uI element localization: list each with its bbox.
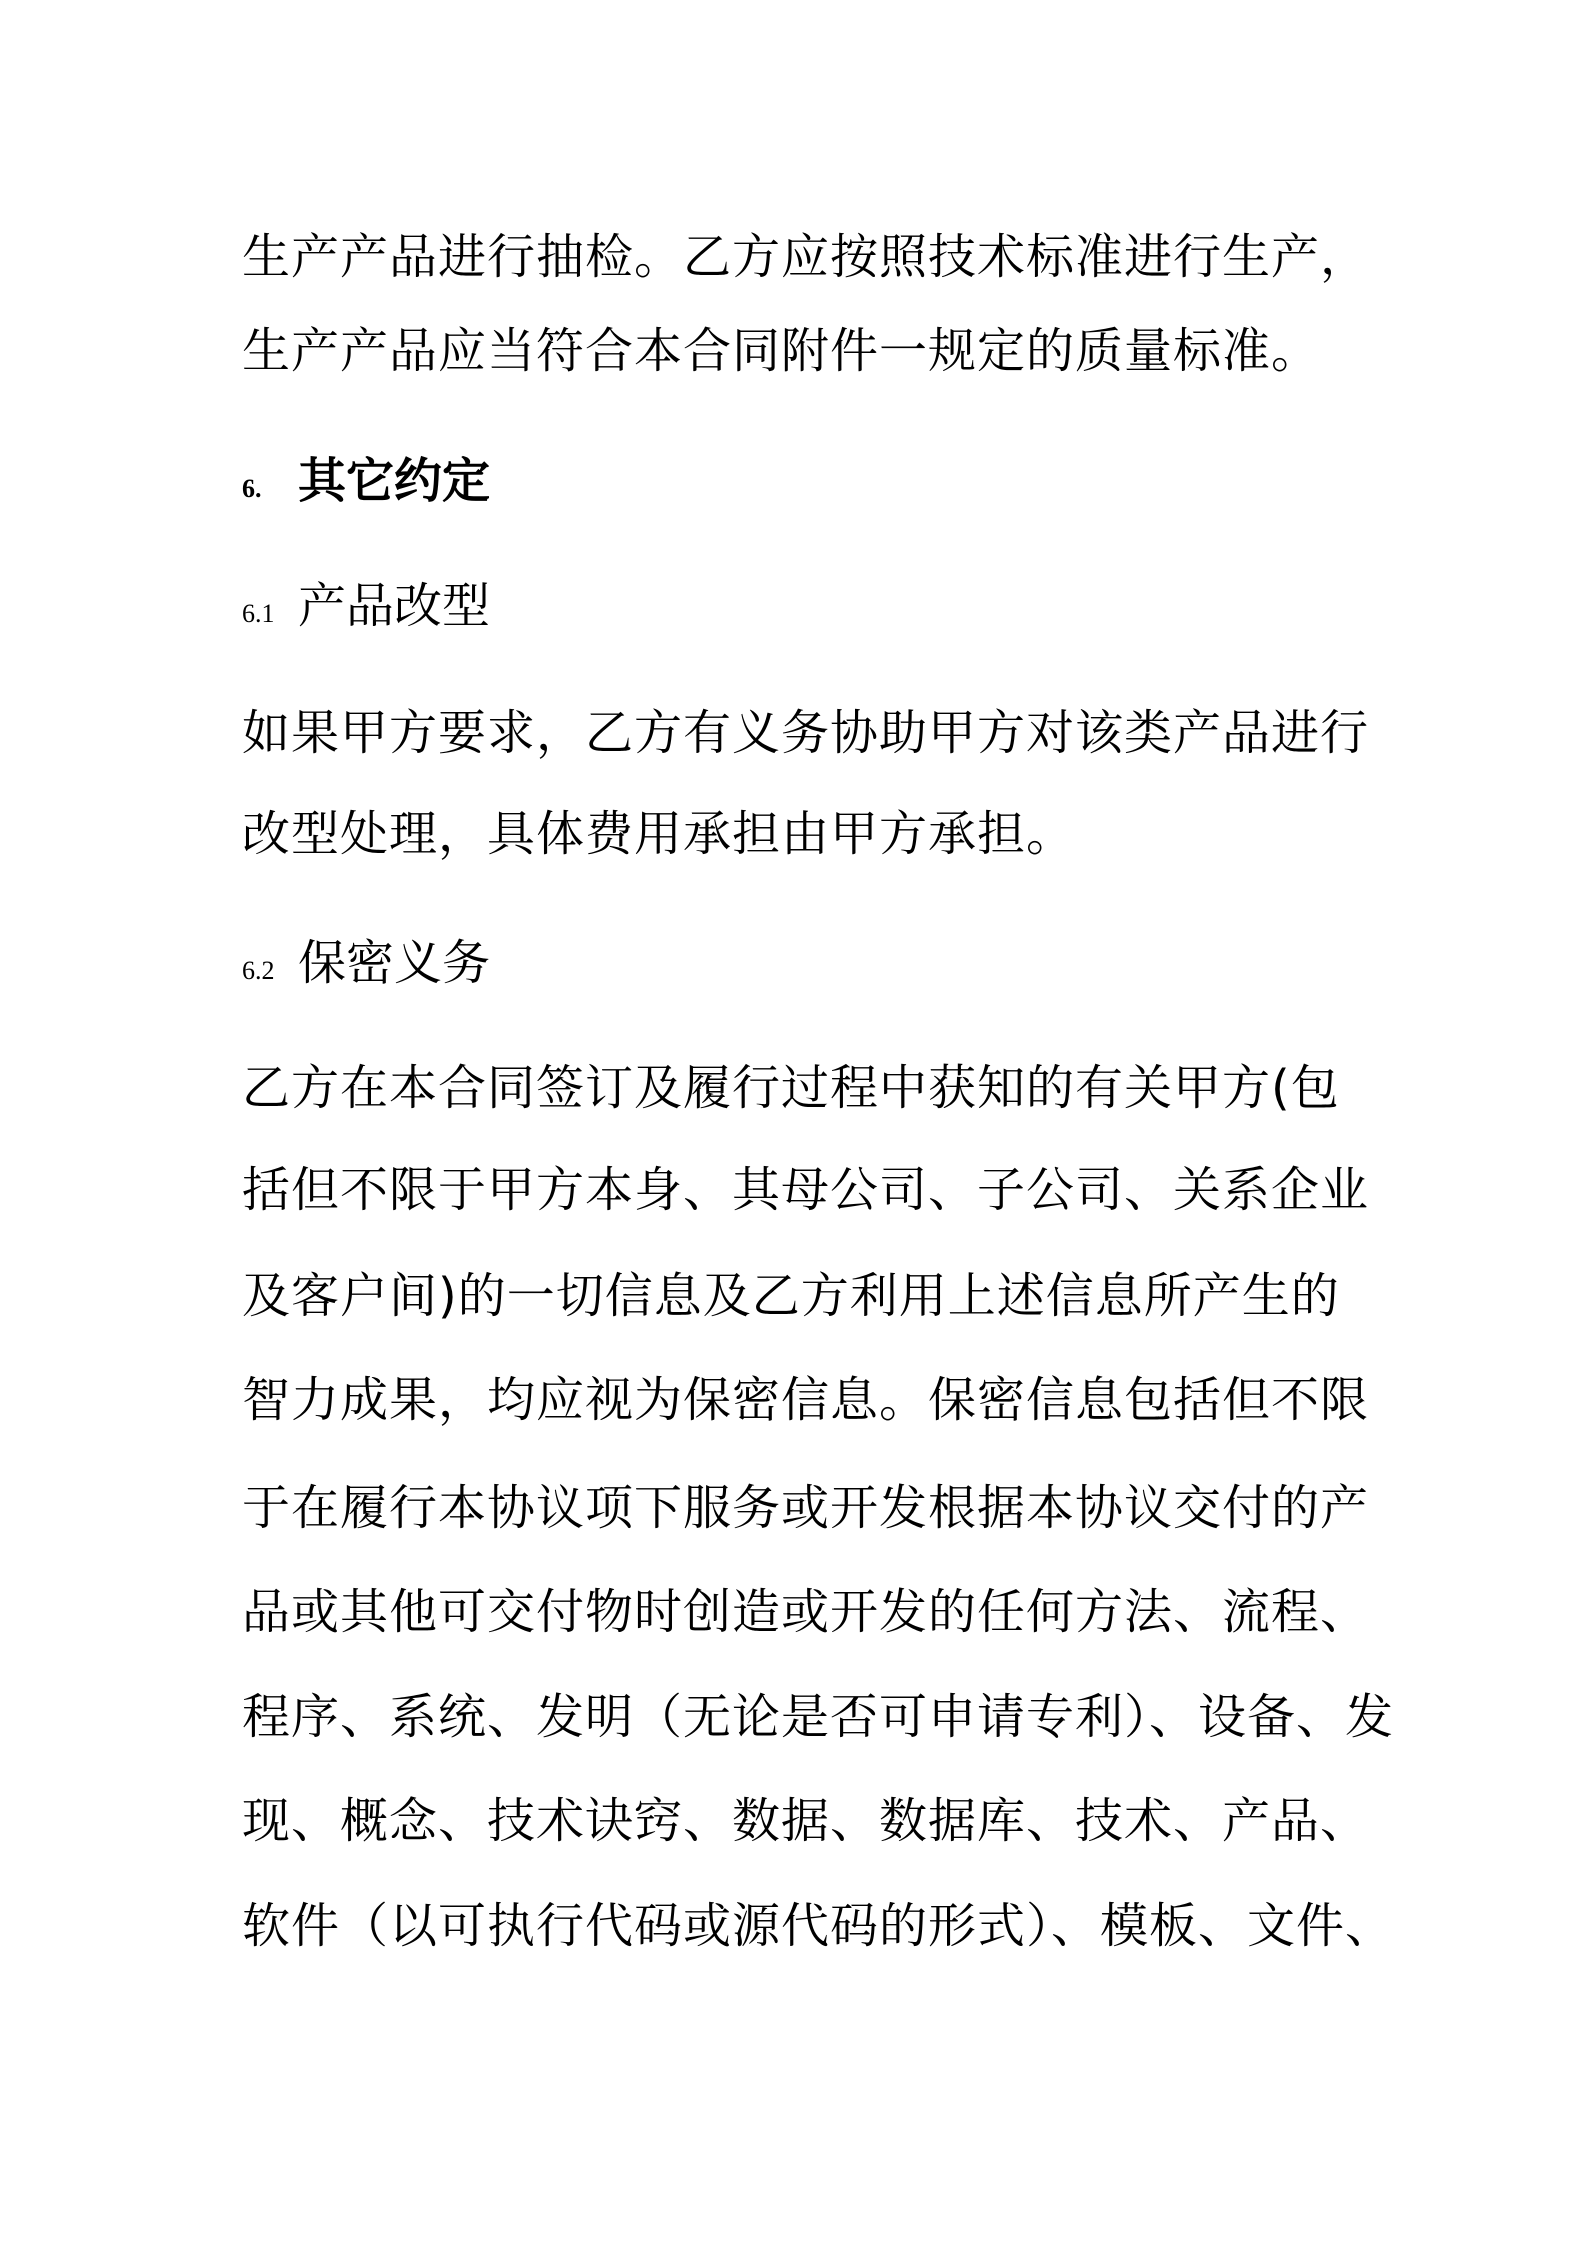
subsection-heading xyxy=(242,576,490,636)
paragraph-line: 及客户间)的一切信息及乙方利用上述信息所产生的 xyxy=(242,1268,1340,1324)
section-title: 其它约定 xyxy=(298,453,491,509)
paragraph-line: 生产产品应当符合本合同附件一规定的质量标准。 xyxy=(242,323,1321,379)
section-heading xyxy=(242,451,490,511)
section-number: 6. xyxy=(242,474,262,503)
paragraph-line: 如果甲方要求，乙方有义务协助甲方对该类产品进行 xyxy=(242,705,1370,761)
subsection-number: 6.2 xyxy=(242,956,275,985)
subsection-title: 保密义务 xyxy=(298,935,491,991)
paragraph-line: 品或其他可交付物时创造或开发的任何方法、流程、 xyxy=(242,1584,1370,1640)
paragraph-line: 智力成果，均应视为保密信息。保密信息包括但不限 xyxy=(242,1372,1370,1428)
paragraph-line: 乙方在本合同签订及履行过程中获知的有关甲方(包 xyxy=(242,1060,1340,1116)
paragraph-line: 程序、系统、发明（无论是否可申请专利）、设备、发 xyxy=(242,1689,1395,1745)
subsection-title: 产品改型 xyxy=(298,578,491,634)
subsection-number: 6.1 xyxy=(242,599,275,628)
subsection-heading xyxy=(242,933,490,993)
paragraph-line: 软件（以可执行代码或源代码的形式）、模板、文件、 xyxy=(242,1898,1395,1954)
paragraph-line: 改型处理，具体费用承担由甲方承担。 xyxy=(242,806,1076,862)
paragraph-line: 生产产品进行抽检。乙方应按照技术标准进行生产， xyxy=(242,229,1370,285)
paragraph-line: 括但不限于甲方本身、其母公司、子公司、关系企业 xyxy=(242,1162,1370,1218)
paragraph-line: 于在履行本协议项下服务或开发根据本协议交付的产 xyxy=(242,1480,1370,1536)
paragraph-line: 现、概念、技术诀窍、数据、数据库、技术、产品、 xyxy=(242,1793,1370,1849)
